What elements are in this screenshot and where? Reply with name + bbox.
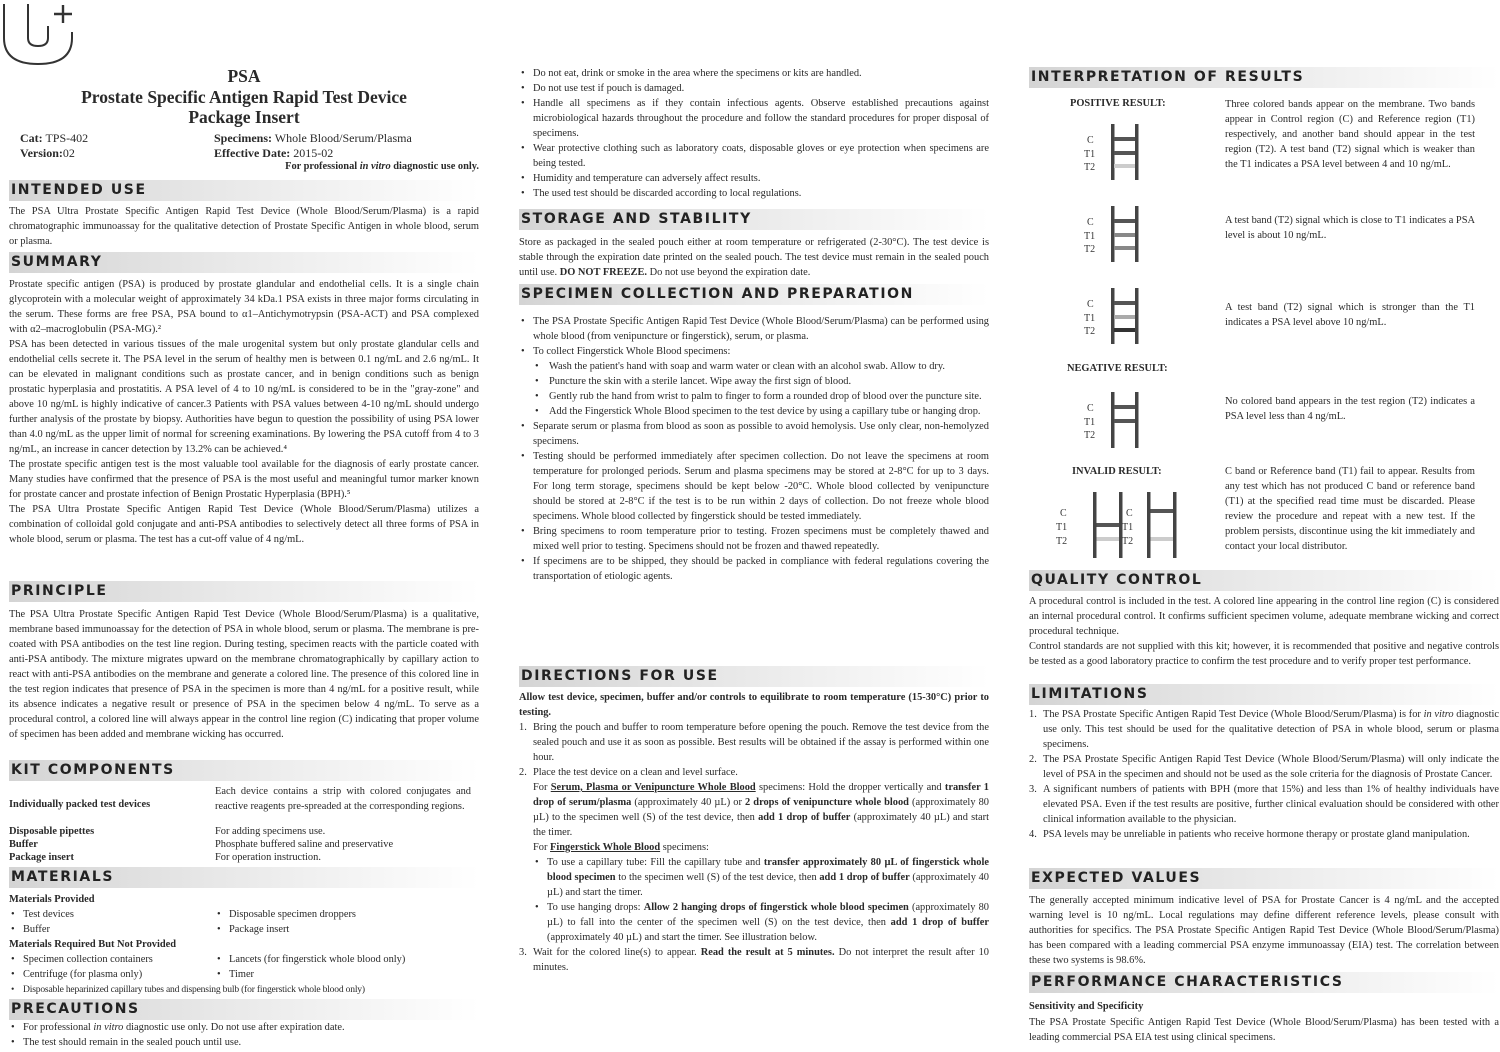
- kit-item-desc: For operation instruction.: [215, 852, 321, 863]
- specimens-info: Specimens: Whole Blood/Serum/Plasma: [214, 131, 412, 145]
- svg-text:T1: T1: [1084, 313, 1096, 324]
- list-item: • Buffer: [9, 923, 209, 938]
- materials-provided-label: Materials Provided: [9, 894, 95, 905]
- heading-specimen: SPECIMEN COLLECTION AND PREPARATION: [519, 284, 989, 305]
- limitations-list: [1029, 708, 1499, 843]
- positive-result-label: POSITIVE RESULT:: [1070, 98, 1166, 109]
- svg-text:T2: T2: [1084, 326, 1096, 337]
- kit-row: [9, 825, 479, 839]
- kit-row: [9, 838, 479, 852]
- svg-text:C: C: [1087, 403, 1094, 414]
- quality-p1: A procedural control is included in the test. A colored line appearing in the control line region (C) is considered an internal procedural control. It confirms sufficient specimen volume, adequate membrane wicking and correct procedural technique.: [1029, 596, 1499, 637]
- kit-item-desc: Each device contains a strip with colored conjugates and reactive reagents pre-spreaded at the corresponding regions.: [215, 786, 471, 812]
- kit-item-name: Package insert: [9, 852, 74, 863]
- list-item: • The test should remain in the sealed pouch until use.: [9, 1036, 479, 1051]
- svg-text:T1: T1: [1056, 522, 1068, 533]
- svg-text:T1: T1: [1122, 522, 1134, 533]
- list-item: • Test devices: [9, 908, 209, 923]
- summary-p4: The PSA Ultra Prostate Specific Antigen Rapid Test Device (Whole Blood/Serum/Plasma) utilizes a combination of colloidal gold conjugate and anti-PSA antibodies to selectively detect all three forms of PSA in whole blood, serum or plasma. The test has a cut-off value of 4 ng/mL.: [9, 503, 479, 545]
- catalog-number: Cat: TPS-402: [20, 131, 89, 145]
- svg-text:T2: T2: [1056, 536, 1068, 547]
- list-item: • Separate serum or plasma from blood as soon as possible to avoid hemolysis. Use only clear, non-hemolyzed specimens.: [519, 420, 989, 450]
- brand-logo: [2, 2, 74, 66]
- svg-text:T1: T1: [1084, 149, 1096, 160]
- strip-invalid-2-icon: [1117, 488, 1197, 562]
- list-item: • Gently rub the hand from wrist to palm to finger to form a rounded drop of blood over the puncture site.: [533, 390, 989, 405]
- performance-subheading: Sensitivity and Specificity: [1029, 1001, 1144, 1012]
- list-item: • Testing should be performed immediately after specimen collection. Do not leave the specimens at room temperature for prolonged periods. Serum and plasma specimens may be stored at 2-8°C for up to 3 days. For long term storage, specimens should be kept below -20°C. Whole blood collected by venipuncture should be stored at 2-8°C if the test is to be run within 2 days of collection. Do not freeze whole blood specimens. Whole blood collected by fingerstick should be tested immediately.: [519, 450, 989, 525]
- limitation-item: 2. The PSA Prostate Specific Antigen Rapid Test Device (Whole Blood/Serum/Plasma) will only indicate the level of PSA in the specimen and should not be used as the sole criteria for the diagnosis of Prostate Cancer.: [1029, 753, 1499, 780]
- kit-row: [9, 785, 479, 830]
- title-product: Prostate Specific Antigen Rapid Test Device: [81, 86, 407, 107]
- list-item: • Centrifuge (for plasma only): [9, 968, 209, 983]
- list-item: • The PSA Prostate Specific Antigen Rapid Test Device (Whole Blood/Serum/Plasma) can be performed using whole blood (from venipuncture or fingerstick), serum, or plasma.: [519, 315, 989, 345]
- effective-date: Effective Date: 2015-02: [214, 146, 334, 160]
- svg-text:C: C: [1060, 508, 1067, 519]
- strip-negative-icon: [1079, 388, 1159, 450]
- kit-item-name: Individually packed test devices: [9, 799, 151, 810]
- summary-p1: Prostate specific antigen (PSA) is produced by prostate glandular and endothelial cells. It is a single chain glycoprotein with a molecular weight of approximately 34 kDa.1 PSA exists in three major forms circulating in the serum. These forms are free PSA, PSA bound to α1–Antichymotrypsin (PSA-ACT) and PSA complexed with α2–macroglobulin (PSA-MG).²: [9, 279, 479, 335]
- list-item: • Do not use test if pouch is damaged.: [519, 82, 989, 97]
- svg-text:C: C: [1087, 135, 1094, 146]
- positive-result-text-2: A test band (T2) signal which is close to T1 indicates a PSA level is about 10 ng/mL.: [1225, 215, 1475, 241]
- negative-result-label: NEGATIVE RESULT:: [1067, 363, 1168, 374]
- list-item: • Wear protective clothing such as laboratory coats, disposable gloves or eye protection when specimens are being tested.: [519, 142, 989, 172]
- document-title: [9, 66, 479, 128]
- list-item: • Handle all specimens as if they contain infectious agents. Observe established precautions against microbiological hazards throughout the procedure and follow the standard procedures for proper disposal of specimens.: [519, 97, 989, 142]
- invalid-result-label: INVALID RESULT:: [1072, 466, 1162, 477]
- direction-step: 1. Bring the pouch and buffer to room temperature before opening the pouch. Remove the test device from the sealed pouch and use it as soon as possible. Best results will be obtained if the assay is performed within one hour.: [519, 722, 989, 763]
- summary-p3: The prostate specific antigen test is the most valuable tool available for the diagnosis of early prostate cancer. Many studies have confirmed that the presence of PSA is the most useful and meaningful tumor marker known for prostate cancer and prostate infection of Benign Prostatic Hyperplasia (BPH).⁵: [9, 458, 479, 500]
- strip-positive-strong-icon: [1079, 284, 1159, 346]
- list-item: • Do not eat, drink or smoke in the area where the specimens or kits are handled.: [519, 67, 989, 82]
- materials-required-label: Materials Required But Not Provided: [9, 939, 177, 950]
- svg-text:T1: T1: [1084, 417, 1096, 428]
- heading-summary: SUMMARY: [9, 252, 479, 273]
- list-item: • Lancets (for fingerstick whole blood only): [215, 953, 475, 968]
- limitation-item: 1. The PSA Prostate Specific Antigen Rapid Test Device (Whole Blood/Serum/Plasma) is for in vitro diagnostic use only. This test should be used for the qualitative detection of PSA in whole blood, serum or plasma specimens.: [1029, 709, 1499, 750]
- expected-values-text: The generally accepted minimum indicative level of PSA for Prostate Cancer is 4 ng/mL and the accepted warning level is 10 ng/mL. Local regulations may define different reference levels, please consult with authorities for specifics. The PSA Prostate Specific Antigen Rapid Test Device (Whole Blood/Serum/Plasma) has been compared with a leading commercial PSA enzyme immunoassay (EIA) test. The correlation between these two systems is 98.6%.: [1029, 895, 1499, 966]
- limitation-item: 3. A significant numbers of patients with BPH (more that 15%) and less than 1% of healthy individuals have elevated PSA. Even if the test results are positive, further clinical evaluation should be considered with other clinical information available to the physician.: [1029, 783, 1499, 825]
- svg-text:T2: T2: [1084, 430, 1096, 441]
- fingerstick-instructions: For Fingerstick Whole Blood specimens:: [533, 841, 709, 853]
- svg-text:T1: T1: [1084, 231, 1096, 242]
- direction-step: 2. Place the test device on a clean and level surface. For Serum, Plasma or Venipuncture Whole Blood specimens: Hold the dropper vertically and transfer 1 drop of serum/plasma (approximately 40 µL) or 2 drops of venipuncture whole blood (approximately 80 µL) to the specimen well (S) of the test device, then add 1 drop of buffer (approximately 40 µL) and start the timer. For Fingerstick Whole Blood specimens: • To use a capillary tube: Fill the capillary tube and transfer approximately 80 µL of fingerstick whole blood specimen to the specimen well (S) of the test device, then add 1 drop of buffer (approximately 40 µL) and start the timer. • To use hanging drops: Allow 2 hanging drops of fingerstick whole blood specimen (approximately 80 µL) to fall into the center of the specimen well (S) on the test device, then add 1 drop of buffer (approximately 40 µL) and start the timer. See illustration below.: [519, 766, 989, 946]
- quality-p2: Control standards are not supplied with this kit; however, it is recommended that positive and negative controls be tested as a good laboratory practice to confirm the test procedure and to verify proper test performance.: [1029, 640, 1499, 667]
- directions-intro: Allow test device, specimen, buffer and/or controls to equilibrate to room temperature (15-30°C) prior to testing.: [519, 692, 989, 718]
- list-item: • To use a capillary tube: Fill the capillary tube and transfer approximately 80 µL of fingerstick whole blood specimen to the specimen well (S) of the test device, then add 1 drop of buffer (approximately 40 µL) and start the timer.: [533, 856, 989, 901]
- list-item: • To collect Fingerstick Whole Blood specimens: • Wash the patient's hand with soap and warm water or clean with an alcohol swab. Allow to dry. • Puncture the skin with a sterile lancet. Wipe away the first sign of blood. • Gently rub the hand from wrist to palm to finger to form a rounded drop of blood over the puncture site. • Add the Fingerstick Whole Blood specimen to the test device by using a capillary tube or hanging drop.: [519, 345, 989, 420]
- list-item: • Disposable heparinized capillary tubes and dispensing bulb (for fingerstick whole blood only): [9, 983, 479, 997]
- direction-step: 3. Wait for the colored line(s) to appear. Read the result at 5 minutes. Do not interpret the result after 10 minutes.: [519, 946, 989, 973]
- heading-limitations: LIMITATIONS: [1029, 684, 1499, 705]
- invalid-result-text: C band or Reference band (T1) fail to appear. Results from any test which has not produced C band or reference band (T1) at the specified read time must be discarded. Please review the procedure and repeat with a new test. If the problem persists, discontinue using the kit immediately and contact your local distributor.: [1225, 466, 1475, 552]
- serum-instructions: For Serum, Plasma or Venipuncture Whole Blood specimens: Hold the dropper vertically and transfer 1 drop of serum/plasma (approximately 40 µL) or 2 drops of venipuncture whole blood (approximately 80 µL) to the specimen well (S) of the test device, then add 1 drop of buffer (approximately 40 µL) and start the timer.: [533, 781, 990, 838]
- list-item: • Disposable specimen droppers: [215, 908, 475, 923]
- list-item: • Humidity and temperature can adversely affect results.: [519, 172, 989, 187]
- heading-precautions: PRECAUTIONS: [9, 999, 479, 1020]
- specimen-list: [519, 315, 989, 585]
- summary-p2: PSA has been detected in various tissues of the male urogenital system but only prostate glandular cells and endothelial cells secrete it. The PSA level in the serum of healthy men is between 0.1 ng/mL and 2.6 ng/mL. It can be elevated in malignant conditions such as prostate cancer, and in benign conditions such as benign prostatic hyperplasia and prostatitis. A PSA level of 4 to 10 ng/mL is considered to be in the "gray-zone" and above 10 ng/mL is highly indicative of cancer.3 Patients with PSA values between 4-10 ng/mL should undergo further analysis of the prostate by biopsy. Authorities have begun to question the possibility of using PSA lower than 4.0 ng/mL as the upper limit of normal for screening examinations. By lowering the PSA cutoff from 4 to 3 ng/mL, an increase in cancer detection by 13.2% can be achieved.⁴: [9, 338, 479, 455]
- kit-item-name: Disposable pipettes: [9, 826, 95, 837]
- list-item: • Bring specimens to room temperature prior to testing. Frozen specimens must be completely thawed and mixed well prior to testing. Specimens should not be frozen and thawed repeatedly.: [519, 525, 989, 555]
- list-item: • Package insert: [215, 923, 475, 938]
- intended-use-text: The PSA Ultra Prostate Specific Antigen Rapid Test Device (Whole Blood/Serum/Plasma) is a rapid chromatographic immunoassay for the qualitative detection of Prostate Specific Antigen in whole blood, serum or plasma.: [9, 206, 479, 247]
- list-item: • Timer: [215, 968, 475, 983]
- svg-text:T2: T2: [1084, 244, 1096, 255]
- professional-use-note: For professional in vitro diagnostic use only.: [285, 161, 479, 172]
- kit-row: [9, 851, 479, 865]
- precautions-list-2: [519, 67, 989, 202]
- heading-materials: MATERIALS: [9, 867, 479, 888]
- list-item: • If specimens are to be shipped, they should be packed in compliance with federal regulations covering the transportation of etiologic agents.: [519, 555, 989, 585]
- limitation-item: 4. PSA levels may be unreliable in patients who receive hormone therapy or prostate gland manipulation.: [1029, 828, 1470, 840]
- svg-text:C: C: [1087, 299, 1094, 310]
- svg-text:T2: T2: [1122, 536, 1134, 547]
- svg-text:T2: T2: [1084, 162, 1096, 173]
- kit-item-name: Buffer: [9, 839, 38, 850]
- list-item: • Wash the patient's hand with soap and warm water or clean with an alcohol swab. Allow to dry.: [533, 360, 989, 375]
- materials-required-list: [9, 953, 479, 983]
- storage-text: Store as packaged in the sealed pouch either at room temperature or refrigerated (2-30°C). The test device is stable through the expiration date printed on the sealed pouch. The test device must remain in the sealed pouch until use. DO NOT FREEZE. Do not use beyond the expiration date.: [519, 237, 989, 278]
- positive-result-text-1: Three colored bands appear on the membrane. Two bands appear in Control region (C) and Reference region (T1) respectively, and another band should appear in the test region (T2). A test band (T2) signal which is weaker than the T1 indicates a PSA level between 4 and 10 ng/mL.: [1225, 99, 1475, 170]
- heading-principle: PRINCIPLE: [9, 581, 479, 602]
- heading-intended-use: INTENDED USE: [9, 180, 479, 201]
- list-item: • Specimen collection containers: [9, 953, 209, 968]
- svg-text:C: C: [1087, 217, 1094, 228]
- kit-item-desc: Phosphate buffered saline and preservative: [215, 839, 394, 850]
- list-item: • For professional in vitro diagnostic use only. Do not use after expiration date.: [9, 1021, 479, 1036]
- materials-provided-list: [9, 908, 479, 938]
- summary-text: [9, 278, 479, 548]
- heading-quality-control: QUALITY CONTROL: [1029, 570, 1499, 591]
- negative-result-text: No colored band appears in the test region (T2) indicates a PSA level less than 4 ng/mL.: [1225, 396, 1475, 422]
- directions-steps: [519, 721, 989, 976]
- list-item: • Add the Fingerstick Whole Blood specimen to the test device by using a capillary tube or hanging drop.: [533, 405, 989, 420]
- heading-storage: STORAGE AND STABILITY: [519, 209, 989, 230]
- quality-control-text: [1029, 595, 1499, 670]
- list-item: • Puncture the skin with a sterile lancet. Wipe away the first sign of blood.: [533, 375, 989, 390]
- svg-text:C: C: [1126, 508, 1133, 519]
- strip-positive-equal-icon: [1079, 202, 1159, 264]
- performance-text: The PSA Prostate Specific Antigen Rapid Test Device (Whole Blood/Serum/Plasma) has been tested with a leading commercial PSA EIA test using clinical specimens.: [1029, 1017, 1499, 1043]
- strip-positive-weak-icon: [1079, 120, 1159, 182]
- heading-expected-values: EXPECTED VALUES: [1029, 868, 1499, 889]
- positive-result-text-3: A test band (T2) signal which is stronger than the T1 indicates a PSA level above 10 ng/mL.: [1225, 302, 1475, 328]
- title-psa: PSA: [227, 66, 261, 86]
- heading-directions: DIRECTIONS FOR USE: [519, 666, 989, 687]
- heading-performance: PERFORMANCE CHARACTERISTICS: [1029, 972, 1499, 993]
- heading-kit-components: KIT COMPONENTS: [9, 760, 479, 781]
- list-item: • The used test should be discarded according to local regulations.: [519, 187, 989, 202]
- precautions-list-1: [9, 1021, 479, 1051]
- version-number: Version:02: [20, 146, 75, 160]
- materials-required-full: [9, 983, 479, 997]
- title-insert: Package Insert: [188, 107, 300, 128]
- kit-item-desc: For adding specimens use.: [215, 826, 326, 837]
- heading-interpretation: INTERPRETATION OF RESULTS: [1029, 67, 1499, 88]
- list-item: • To use hanging drops: Allow 2 hanging drops of fingerstick whole blood specimen (approximately 80 µL) to fall into the center of the specimen well (S) on the test device, then add 1 drop of buffer (approximately 40 µL) and start the timer. See illustration below.: [533, 901, 989, 946]
- principle-text: The PSA Ultra Prostate Specific Antigen Rapid Test Device (Whole Blood/Serum/Plasma) is a qualitative, membrane based immunoassay for the detection of PSA in whole blood, serum or plasma. The membrane is pre-coated with PSA antibodies on the test line region. During testing, specimen reacts with the particle coated with anti-PSA antibody. The mixture migrates upward on the membrane chromatographically by capillary action to react with anti-PSA antibodies on the membrane and generate a colored line. The presence of this colored line in the test region indicates that presence of PSA in the specimen is more than 4 ng/mL for a positive result, while its absence indicates a negative result or presence of PSA in the specimen below 4 ng/mL. To serve as a procedural control, a colored line will always appear in the control line region (C) indicating that proper volume of specimen has been added and membrane wicking has occurred.: [9, 609, 479, 740]
